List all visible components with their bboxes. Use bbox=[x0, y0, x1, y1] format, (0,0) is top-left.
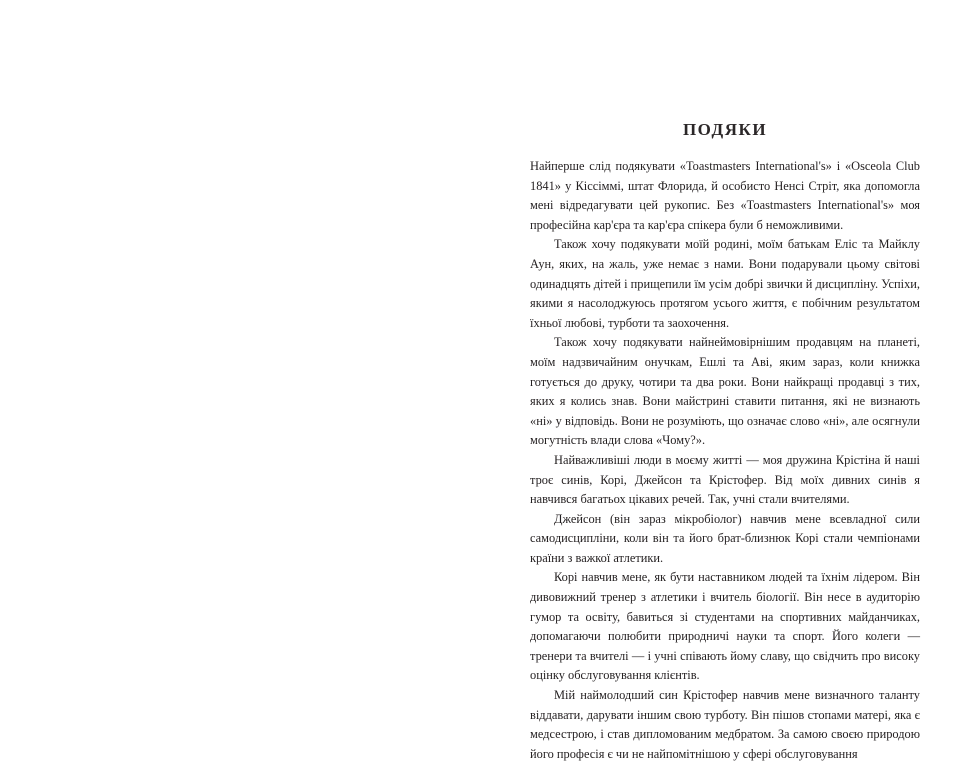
paragraph: Також хочу подякувати моїй родині, моїм батькам Еліс та Майклу Аун, яких, на жаль, уже немає з нами. Вони подарували цьому світові одинадцять дітей і прищепили їм усім добрі звички й дисципліну. Успіхи, якими я насолоджуюсь протягом усього життя, є побічним результатом їхньої любові, турботи та заохочення. bbox=[530, 237, 920, 330]
chapter-title: ПОДЯКИ bbox=[682, 120, 768, 139]
paragraph: Мій наймолодший син Крістофер навчив мене визначного таланту віддавати, дарувати іншим свою турботу. Він пішов стопами матері, яка є медсестрою, і став дипломованим медбратом. За самою своєю природою його професія є чи не найпомітнішою у сфері обслуговування bbox=[530, 688, 920, 761]
left-page bbox=[0, 0, 485, 691]
paragraph: Корі навчив мене, як бути наставником людей та їхнім лідером. Він дивовижний тренер з атлетики і вчитель біології. Він несе в аудиторію гумор та освіту, бавиться зі студентами на спортивних майданчиках, допомагаючи полюбити природничі науки та спорт. Його колеги — тренери та вчителі — і учні співають йому славу, що свідчить про високу оцінку обслуговування клієнтів. bbox=[530, 570, 920, 683]
paragraph: Найперше слід подякувати «Toastmasters International's» і «Osceola Club 1841» у Кіссіммі, штат Флорида, й особисто Ненсі Стріт, яка допомогла мені відредагувати цей рукопис. Без «Toastmasters International's» моя професійна кар'єра та кар'єра спікера були б неможливими. bbox=[530, 159, 920, 232]
paragraph: Також хочу подякувати найнеймовірнішим продавцям на планеті, моїм надзвичайним онучкам, Ешлі та Аві, яким зараз, коли книжка готується до друку, чотири та два роки. Вони найкращі продавці з тих, яких я колись знав. Вони майстрині ставити питання, які не визнають «ні» у відповідь. Вони не розуміють, що означає слово «ні», але осягнули могутність влади слова «Чому?». bbox=[530, 335, 920, 448]
body-text bbox=[530, 157, 920, 764]
paragraph: Джейсон (він зараз мікробіолог) навчив мене всевладної сили самодисципліни, коли він та його брат-близнюк Корі стали чемпіонами країни з важкої атлетики. bbox=[530, 511, 920, 565]
paragraph: Найважливіші люди в моєму житті — моя дружина Крістіна й наші троє синів, Корі, Джейсон та Крістофер. Від моїх дивних синів я навчився багатьох цікавих речей. Так, учні стали вчителями. bbox=[530, 452, 920, 507]
